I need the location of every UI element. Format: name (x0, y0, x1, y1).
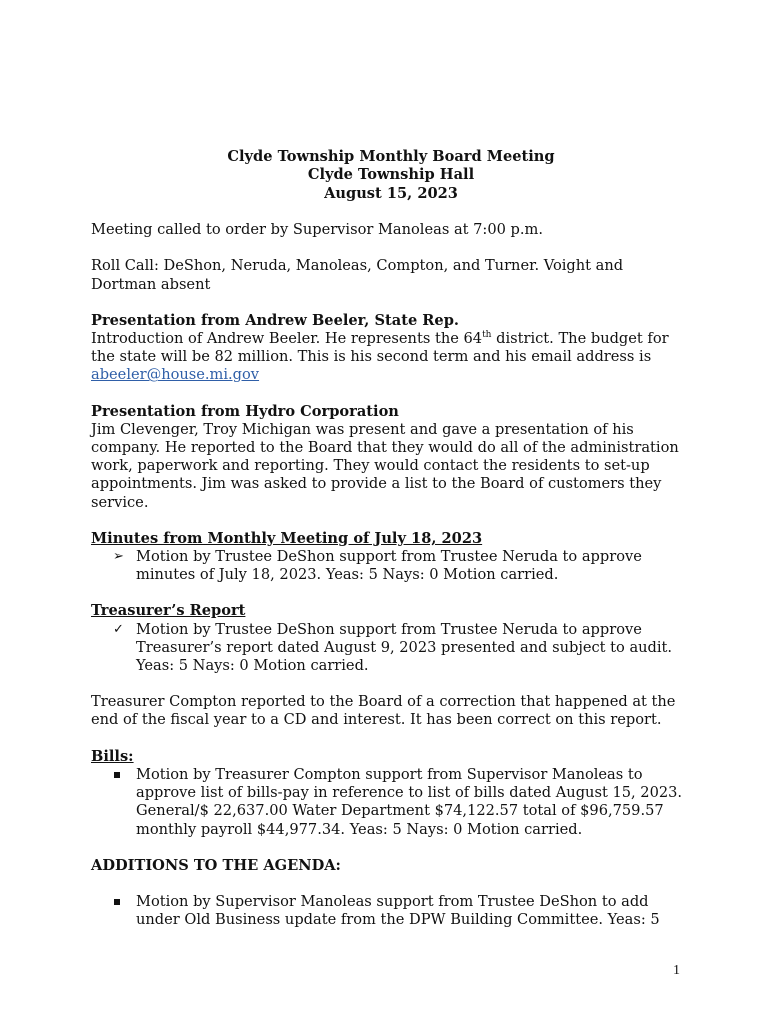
section-title-minutes: Minutes from Monthly Meeting of July 18, 2023 (91, 529, 483, 547)
call-to-order: Meeting called to order by Supervisor Manoleas at 7:00 p.m. (91, 221, 544, 239)
section-treasurer (91, 602, 691, 729)
email-link[interactable]: abeeler@house.mi.gov (91, 366, 260, 384)
section-minutes (91, 530, 691, 585)
document-header (91, 148, 691, 203)
square-bullet-icon (114, 772, 120, 778)
treasurer-note: Treasurer Compton reported to the Board of a correction that happened at the end of the fiscal year to a CD and interest. It has been correct on this report. (91, 693, 676, 729)
section-title-bills: Bills: (91, 747, 134, 765)
hydro-text: Jim Clevenger, Troy Michigan was present and gave a presentation of his company. He reported to the Board that they would do all of the administration work, paperwork and reporting. They would contact the residents to set-up appointments. Jim was asked to provide a list to the Board of customers they service. (91, 420, 679, 511)
list-item: ➢ Motion by Trustee DeShon support from Trustee Neruda to approve minutes of July 18, 2023. Yeas: 5 Nays: 0 Motion carried. (113, 548, 642, 584)
section-additions (91, 857, 691, 930)
page-number: 1 (673, 963, 680, 978)
list-item: Motion by Supervisor Manoleas support from Trustee DeShon to add under Old Business update from the DPW Building Committee. Yeas: 5 (91, 893, 691, 929)
beeler-text: Introduction of Andrew Beeler. He represents the 64th district. The budget for the state will be 82 million. This is his second term and his email address is abeeler@house.mi.gov (91, 330, 669, 384)
square-bullet-icon (114, 899, 120, 905)
header-location: Clyde Township Hall (307, 166, 475, 184)
section-title-hydro: Presentation from Hydro Corporation (91, 402, 399, 420)
header-date: August 15, 2023 (324, 184, 458, 202)
section-bills (91, 748, 691, 839)
section-beeler (91, 312, 691, 385)
minutes-content (91, 148, 691, 947)
roll-call: Roll Call: DeShon, Neruda, Manoleas, Compton, and Turner. Voight and Dortman absent (91, 257, 624, 293)
ordinal-suffix: th (482, 330, 492, 341)
section-hydro (91, 403, 691, 512)
checkmark-bullet-icon: ✓ (113, 621, 124, 637)
header-title: Clyde Township Monthly Board Meeting (227, 148, 555, 165)
list-item: Motion by Treasurer Compton support from Supervisor Manoleas to approve list of bills-pay in reference to list of bills dated August 15, 2023. General/$ 22,637.00 Water Department $74,122.57 total of $96,759.57 monthly payroll $44,977.34. Yeas: 5 Nays: 0 Motion carried. (91, 766, 691, 839)
section-title-additions: ADDITIONS TO THE AGENDA: (91, 856, 341, 874)
section-title-beeler: Presentation from Andrew Beeler, State Rep. (91, 311, 460, 329)
arrow-bullet-icon: ➢ (113, 549, 124, 565)
section-title-treasurer: Treasurer’s Report (91, 602, 246, 620)
list-item: ✓ Motion by Trustee DeShon support from Trustee Neruda to approve Treasurer’s report dated August 9, 2023 presented and subject to audit. Yeas: 5 Nays: 0 Motion carried. (113, 620, 673, 675)
